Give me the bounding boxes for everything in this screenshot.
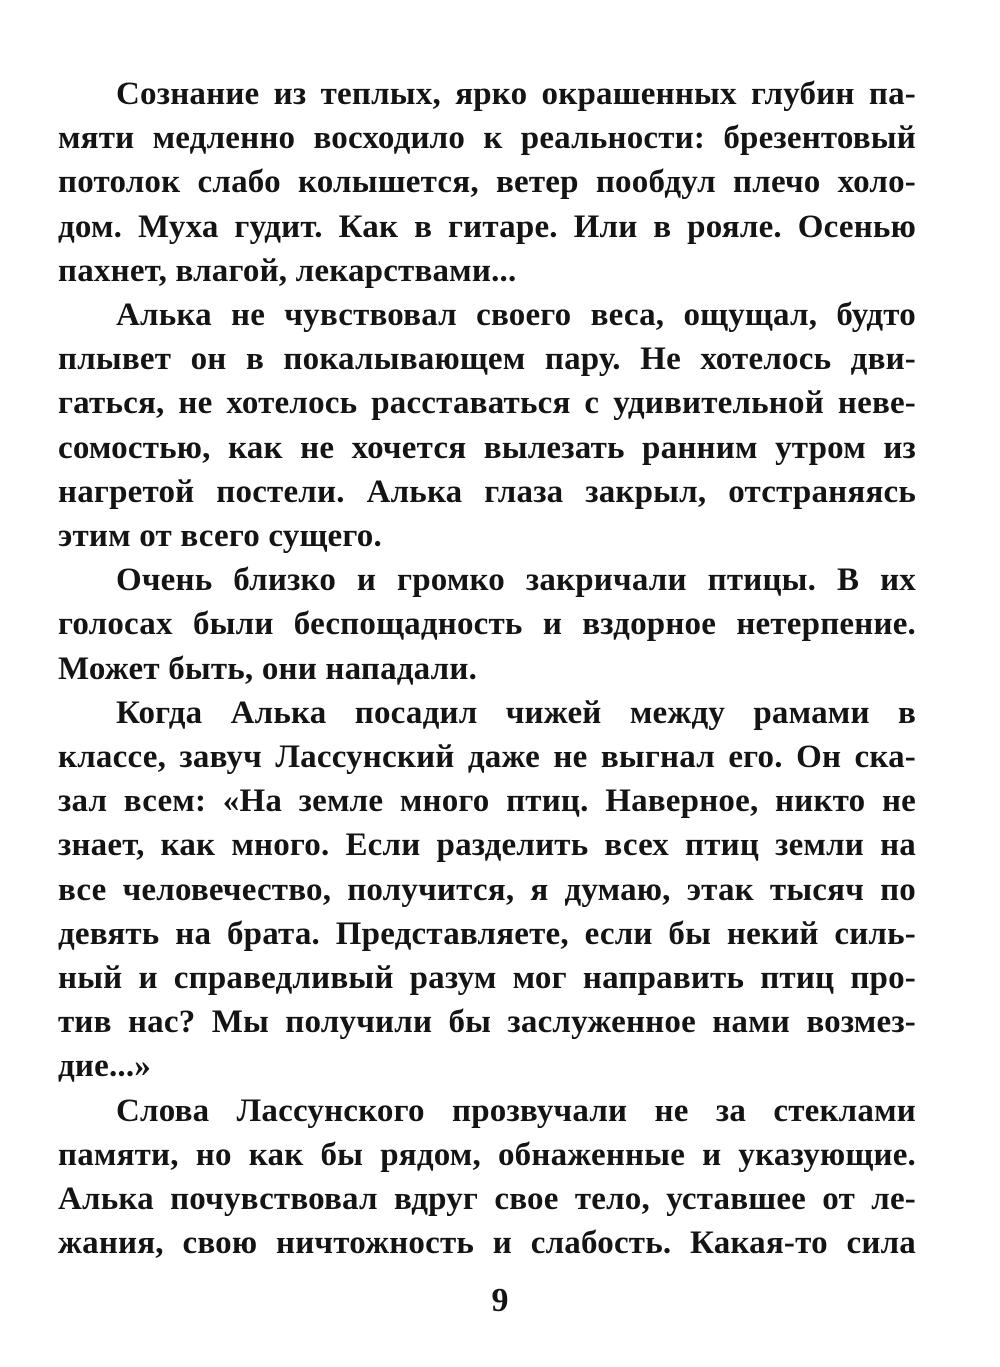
paragraph-2 — [58, 293, 916, 558]
text-line: голосах были беспощадность и вздорное нетерпение. — [58, 606, 916, 643]
text-line: жания, свою ничтожность и слабость. Какая-то сила — [58, 1225, 916, 1262]
text-line: знает, как много. Если разделить всех птиц земли на — [58, 827, 916, 864]
text-line: плывет он в покалывающем пару. Не хотелось дви- — [58, 341, 916, 378]
text-line: нагретой постели. Алька глаза закрыл, отстраняясь — [58, 473, 916, 510]
text-line: тив нас? Мы получили бы заслуженное нами возмез- — [58, 1004, 916, 1041]
paragraph-5 — [58, 1089, 916, 1266]
text-line: мяти медленно восходило к реальности: брезентовый — [58, 120, 916, 157]
text-line: Сознание из теплых, ярко окрашенных глубин па- — [116, 76, 916, 112]
text-line: Очень близко и громко закричали птицы. В их — [116, 562, 916, 599]
text-line: гаться, не хотелось расставаться с удивительной неве- — [58, 385, 916, 422]
text-line: все человечество, получится, я думаю, этак тысяч по — [58, 871, 916, 908]
text-line: дие...» — [58, 1048, 152, 1085]
text-line: зал всем: «На земле много птиц. Наверное, никто не — [58, 783, 916, 820]
text-line: потолок слабо колышется, ветер пообдул плечо холо- — [58, 164, 916, 201]
text-line: Алька почувствовал вдруг свое тело, уставшее от ле- — [58, 1181, 916, 1218]
paragraph-1 — [58, 72, 916, 293]
text-line: Алька не чувствовал своего веса, ощущал, будто — [116, 297, 916, 334]
text-line: памяти, но как бы рядом, обнаженные и указующие. — [58, 1136, 916, 1173]
text-line: Может быть, они нападали. — [58, 650, 478, 687]
paragraph-4 — [58, 691, 916, 1089]
page-body — [58, 72, 916, 1265]
text-line: девять на брата. Представляете, если бы некий силь- — [58, 915, 916, 952]
text-line: дом. Муха гудит. Как в гитаре. Или в рояле. Осенью — [58, 208, 916, 245]
text-line: классе, завуч Лассунский даже не выгнал его. Он ска- — [58, 739, 916, 776]
text-line: этим от всего сущего. — [58, 518, 382, 555]
text-line: пахнет, влагой, лекарствами... — [58, 252, 517, 289]
text-line: Когда Алька посадил чижей между рамами в — [116, 694, 916, 731]
text-line: сомостью, как не хочется вылезать ранним утром из — [58, 429, 916, 466]
text-line: ный и справедливый разум мог направить птиц про- — [58, 960, 916, 997]
text-line: Слова Лассунского прозвучали не за стеклами — [116, 1092, 916, 1129]
paragraph-3 — [58, 558, 916, 691]
page-number: 9 — [491, 1282, 509, 1319]
